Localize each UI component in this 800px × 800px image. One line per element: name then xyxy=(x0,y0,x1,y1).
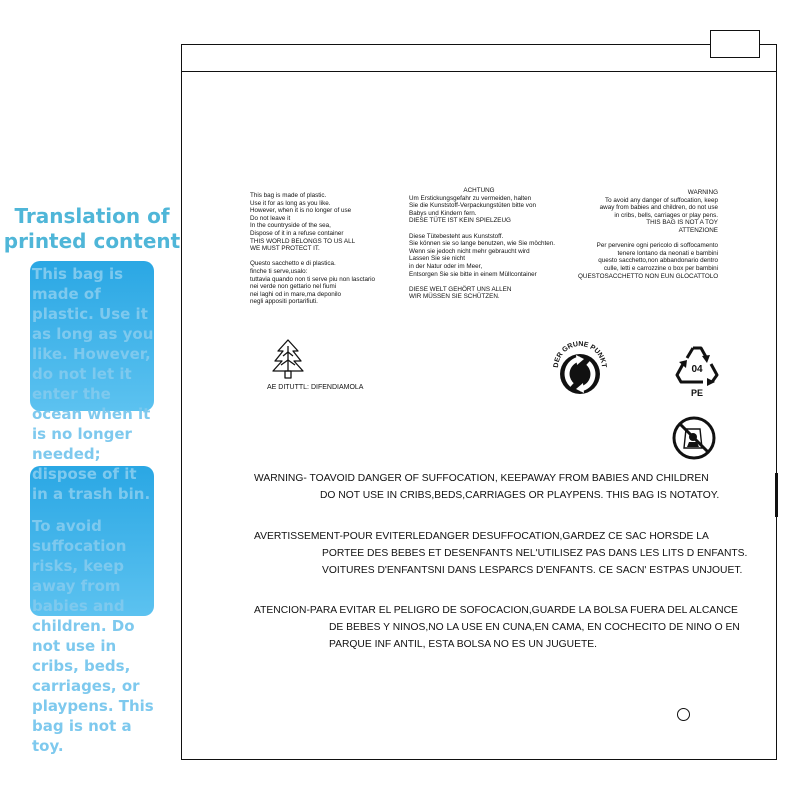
english-italian-notice xyxy=(250,192,375,306)
notice-line: Sie die Kunststoff-Verpackungstüten bitte von xyxy=(409,202,536,210)
notice-line: Questo sacchetto e di plastica. xyxy=(250,260,336,268)
warning-english xyxy=(254,470,719,504)
warning-line: PORTEE DES BEBES ET DESENFANTS NEL'UTILISEZ PAS DANS LES LITS D ENFANTS. xyxy=(322,548,748,559)
notice-line: Use it for as long as you like. xyxy=(250,199,331,207)
notice-line: This bag is made of plastic. xyxy=(250,192,327,199)
notice-line: Sie können sie so lange benutzen, wie Sie möchten. xyxy=(409,240,555,248)
notice-line: Lassen Sie sie nicht xyxy=(409,255,466,263)
notice-line: WIR MÜSSEN SIE SCHÜTZEN. xyxy=(409,293,500,301)
notice-line: in der Natur oder im Meer, xyxy=(409,262,483,270)
tree-icon xyxy=(272,338,304,380)
translation-paragraph-2: To avoid suffocation risks, keep away from babies and children. Do not use in cribs, beds, carriages, or playpens. This bag is not a toy. xyxy=(32,517,154,755)
german-heading: ACHTUNG xyxy=(463,187,495,194)
zip-seal-line xyxy=(181,71,777,72)
gruene-punkt-text: DER GRUNE PUNKT xyxy=(552,340,608,369)
notice-line xyxy=(578,235,718,243)
warning-line: WARNING- TOAVOID DANGER OF SUFFOCATION, KEEPAWAY FROM BABIES AND CHILDREN xyxy=(254,473,709,484)
warning-line: ATENCION-PARA EVITAR EL PELIGRO DE SOFOCACION,GUARDE LA BOLSA FUERA DEL ALCANCE xyxy=(254,605,738,616)
notice-line: Do not leave it xyxy=(250,214,291,222)
translation-text xyxy=(32,264,154,768)
hang-tab xyxy=(710,30,760,58)
warning-line: AVERTISSEMENT-POUR EVITERLEDANGER DESUFFOCATION,GARDEZ CE SAC HORSDE LA xyxy=(254,531,709,542)
warning-line: VOITURES D'ENFANTSNI DANS LESPARCS D'ENFANTS. CE SACN' ESTPAS UNJOUET. xyxy=(322,565,743,576)
notice-line: finche ti serve,usalo: xyxy=(250,267,308,275)
notice-line: WE MUST PROTECT IT. xyxy=(250,245,320,253)
notice-line: in cribs, bells, carriages or play pens. xyxy=(614,211,718,219)
warning-line: PARQUE INF ANTIL, ESTA BOLSA NO ES UN JUGUETE. xyxy=(329,639,597,650)
german-notice xyxy=(409,187,555,301)
notice-line: QUESTOSACCHETTO NON EUN GLOCATTOLO xyxy=(578,272,719,280)
notice-line: tuttavia quando non ti serve piu non lasctario xyxy=(250,275,375,283)
notice-line: nei laghi od in mare,ma deponilo xyxy=(250,290,342,298)
tree-label: AE DITUTTL: DIFENDIAMOLA xyxy=(267,384,364,391)
notice-line: culle, letti e carrozzine o box per bambini xyxy=(603,264,718,272)
notice-line: away from babies and children, do not use xyxy=(599,204,718,212)
translation-paragraph-1: This bag is made of plastic. Use it as long as you like. However, do not let it enter the ocean when it is no longer needed; dispose of it in a trash bin. xyxy=(32,265,154,503)
notice-line: Entsorgen Sie sie bitte in einem Müllcontainer xyxy=(409,270,537,278)
translation-title-line1: Translation of xyxy=(14,204,170,228)
translation-title-line2: printed content xyxy=(3,229,181,253)
recycle-material: PE xyxy=(690,388,704,398)
notice-line: WARNING xyxy=(687,189,718,196)
notice-line: Um Erstickungsgefahr zu vermeiden, halten xyxy=(409,194,532,202)
vent-hole xyxy=(677,708,690,721)
warning-spanish xyxy=(254,602,740,653)
notice-line: THIS BAG IS NOT A TOY xyxy=(646,219,718,227)
notice-line: However, when it is no longer of use xyxy=(250,207,352,215)
notice-line: Wenn sie jedoch nicht mehr gebraucht wird xyxy=(409,247,530,255)
notice-line xyxy=(250,253,375,261)
warning-line: DO NOT USE IN CRIBS,BEDS,CARRIAGES OR PLAYPENS. THIS BAG IS NOTATOY. xyxy=(320,490,720,501)
notice-line: THIS WORLD BELONGS TO US ALL xyxy=(250,237,356,245)
recycle-number: 04 xyxy=(691,364,703,375)
recycle-icon xyxy=(673,342,721,400)
notice-line: DIESE TÜTE IST KEIN SPIELZEUG xyxy=(409,217,511,225)
notice-line: ATTENZIONE xyxy=(678,226,718,234)
notice-line: Dispose of it in a refuse container xyxy=(250,229,344,237)
notice-line xyxy=(409,278,555,286)
notice-line: negli appositi portarifiuti. xyxy=(250,298,318,306)
notice-line xyxy=(409,225,555,233)
notice-line: Babys und Kindern fern. xyxy=(409,209,477,217)
side-seal-mark xyxy=(775,473,778,517)
warning-french xyxy=(254,528,747,579)
notice-line: Per pervenire ogni pericolo di soffocamento xyxy=(596,242,718,250)
notice-line: To avoid any danger of suffocation, keep xyxy=(605,196,718,204)
english-italian-warning xyxy=(578,189,718,280)
notice-line: In the countryside of the sea, xyxy=(250,222,331,230)
notice-line: tenere lontano da neonati e bambini xyxy=(617,249,718,257)
no-child-icon xyxy=(671,415,717,461)
notice-line: nei verde non gettario nel fiumi xyxy=(250,283,337,291)
gruene-punkt-icon xyxy=(550,334,610,396)
translation-title xyxy=(2,204,182,254)
notice-line: DIESE WELT GEHÖRT UNS ALLEN xyxy=(409,285,512,293)
notice-line: Diese Tütebesteht aus Kunststoff. xyxy=(409,232,504,240)
notice-line: questo sacchetto,non abbandonario dentro xyxy=(598,257,718,265)
warning-line: DE BEBES Y NINOS,NO LA USE EN CUNA,EN CAMA, EN COCHECITO DE NINO O EN xyxy=(329,622,740,633)
